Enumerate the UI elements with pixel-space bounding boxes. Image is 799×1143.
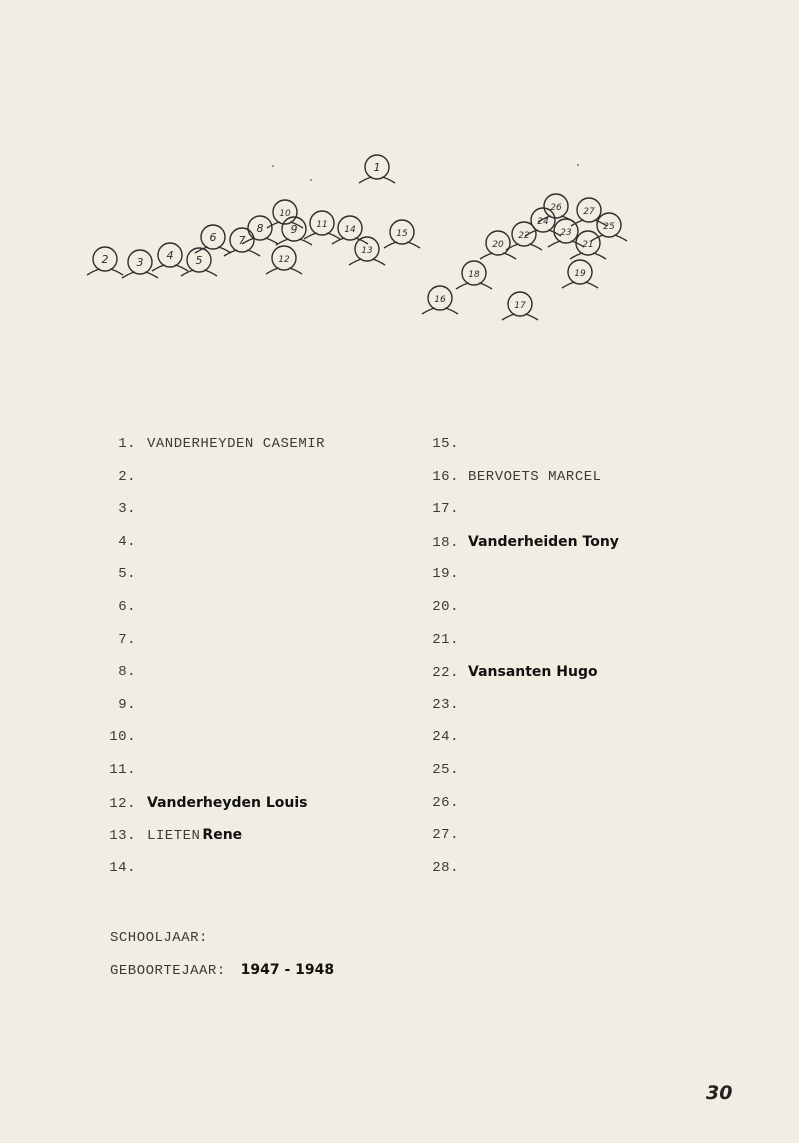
person-shoulders bbox=[480, 253, 516, 259]
entry-number: 6. bbox=[118, 599, 136, 615]
entry-number: 2. bbox=[118, 468, 136, 485]
person-marker-label: 19 bbox=[574, 269, 586, 279]
name-entry bbox=[419, 857, 760, 879]
person-shoulders bbox=[152, 265, 188, 271]
entry-number: 22. bbox=[432, 665, 459, 682]
entry-name bbox=[147, 828, 242, 844]
person-shoulders bbox=[242, 238, 278, 244]
person-marker-label: 5 bbox=[195, 254, 203, 267]
entry-typed-name: LIETEN bbox=[147, 828, 201, 845]
person-marker-label: 20 bbox=[492, 240, 504, 250]
person-marker-11 bbox=[304, 211, 340, 239]
person-marker-label: 8 bbox=[256, 222, 264, 235]
schooljaar-line bbox=[110, 927, 208, 949]
person-marker-1 bbox=[359, 155, 395, 183]
entry-number: 11. bbox=[109, 762, 136, 778]
person-shoulders bbox=[181, 270, 217, 276]
name-entry bbox=[419, 433, 760, 455]
person-marker-label: 21 bbox=[582, 240, 594, 250]
person-marker-label: 27 bbox=[583, 207, 595, 217]
person-shoulders bbox=[562, 282, 598, 288]
entry-number: 3. bbox=[118, 501, 136, 518]
entry-number: 25. bbox=[432, 762, 459, 778]
person-marker-label: 6 bbox=[209, 231, 217, 244]
geboortejaar-label: GEBOORTEJAAR: bbox=[110, 963, 226, 979]
entry-name bbox=[468, 469, 602, 485]
name-entry bbox=[419, 759, 760, 781]
person-marker-12 bbox=[266, 246, 302, 274]
person-marker-label: 3 bbox=[136, 256, 144, 269]
name-entry bbox=[419, 629, 760, 651]
person-marker-label: 23 bbox=[560, 228, 572, 238]
person-marker-9 bbox=[276, 217, 312, 245]
person-shoulders bbox=[122, 272, 158, 278]
person-marker-label: 13 bbox=[361, 246, 373, 256]
entry-number: 28. bbox=[432, 859, 459, 876]
entry-handwritten-name: Vanderheyden Louis bbox=[147, 794, 308, 811]
person-shoulders bbox=[570, 253, 606, 259]
entry-number: 21. bbox=[432, 631, 459, 648]
person-marker-label: 24 bbox=[537, 217, 549, 227]
person-shoulders bbox=[591, 235, 627, 241]
entry-number: 14. bbox=[109, 859, 136, 876]
person-marker-16 bbox=[422, 286, 458, 314]
person-shoulders bbox=[502, 314, 538, 320]
geboortejaar-line bbox=[110, 959, 334, 981]
person-marker-label: 10 bbox=[279, 209, 291, 219]
page-number: 30 bbox=[706, 1082, 733, 1104]
stray-dot bbox=[272, 165, 274, 167]
entry-number: 19. bbox=[432, 566, 459, 583]
person-shoulders bbox=[332, 238, 368, 244]
entry-number: 9. bbox=[118, 696, 136, 713]
person-marker-label: 26 bbox=[550, 203, 562, 213]
entry-number: 7. bbox=[118, 631, 136, 648]
person-marker-21 bbox=[570, 231, 606, 259]
geboortejaar-value: 1947 - 1948 bbox=[240, 962, 335, 978]
entry-name bbox=[147, 796, 308, 812]
person-marker-17 bbox=[502, 292, 538, 320]
entry-number: 8. bbox=[118, 664, 136, 681]
person-shoulders bbox=[456, 283, 492, 289]
person-marker-label: 15 bbox=[396, 229, 408, 239]
entry-handwritten-name: Rene bbox=[202, 827, 243, 844]
name-entry bbox=[419, 531, 760, 553]
entry-number: 1. bbox=[118, 436, 136, 452]
person-marker-label: 14 bbox=[344, 225, 356, 235]
name-entry bbox=[419, 792, 760, 814]
person-marker-20 bbox=[480, 231, 516, 259]
name-entry bbox=[419, 661, 760, 683]
person-marker-label: 25 bbox=[603, 222, 615, 232]
person-marker-label: 1 bbox=[373, 161, 381, 174]
entry-number: 23. bbox=[432, 696, 459, 713]
person-marker-label: 4 bbox=[166, 249, 174, 262]
entry-number: 24. bbox=[432, 729, 459, 746]
person-shoulders bbox=[304, 233, 340, 239]
entry-number: 13. bbox=[109, 828, 136, 845]
person-marker-6 bbox=[195, 225, 231, 253]
person-marker-5 bbox=[181, 248, 217, 276]
person-shoulders bbox=[87, 269, 123, 275]
entry-number: 4. bbox=[118, 533, 136, 550]
person-marker-10 bbox=[267, 200, 303, 228]
name-entry bbox=[419, 466, 760, 488]
person-marker-18 bbox=[456, 261, 492, 289]
person-marker-14 bbox=[332, 216, 368, 244]
person-marker-label: 16 bbox=[434, 295, 446, 305]
person-marker-label: 17 bbox=[514, 301, 526, 311]
entry-number: 15. bbox=[432, 436, 459, 452]
name-entry bbox=[419, 694, 760, 716]
person-marker-label: 18 bbox=[468, 270, 480, 280]
person-marker-3 bbox=[122, 250, 158, 278]
person-marker-label: 12 bbox=[278, 255, 290, 265]
person-marker-25 bbox=[591, 213, 627, 241]
person-marker-label: 7 bbox=[238, 234, 246, 247]
person-marker-4 bbox=[152, 243, 188, 271]
entry-number: 17. bbox=[432, 501, 459, 518]
person-shoulders bbox=[525, 230, 561, 236]
person-marker-label: 11 bbox=[316, 220, 328, 230]
person-shoulders bbox=[359, 177, 395, 183]
person-shoulders bbox=[224, 250, 260, 256]
entry-number: 10. bbox=[109, 729, 136, 746]
entry-typed-name: VANDERHEYDEN CASEMIR bbox=[147, 436, 326, 452]
stray-dot bbox=[577, 164, 579, 166]
stray-dot bbox=[310, 179, 312, 181]
class-photo-diagram bbox=[0, 0, 799, 400]
name-entry bbox=[419, 824, 760, 846]
person-marker-2 bbox=[87, 247, 123, 275]
person-shoulders bbox=[506, 244, 542, 250]
person-marker-19 bbox=[562, 260, 598, 288]
person-shoulders bbox=[384, 242, 420, 248]
entry-number: 20. bbox=[432, 599, 459, 615]
entry-typed-name: BERVOETS MARCEL bbox=[468, 468, 602, 485]
person-marker-15 bbox=[384, 220, 420, 248]
entry-number: 26. bbox=[432, 794, 459, 811]
person-shoulders bbox=[266, 268, 302, 274]
entry-name bbox=[147, 436, 325, 452]
name-entry bbox=[419, 596, 760, 618]
person-marker-27 bbox=[571, 198, 607, 226]
entry-number: 16. bbox=[432, 468, 459, 485]
person-marker-label: 22 bbox=[518, 231, 530, 241]
name-entry bbox=[419, 726, 760, 748]
entry-name bbox=[468, 535, 619, 551]
entry-number: 27. bbox=[432, 827, 459, 844]
person-marker-label: 2 bbox=[101, 253, 109, 266]
schooljaar-label: SCHOOLJAAR: bbox=[110, 930, 208, 946]
person-shoulders bbox=[548, 241, 584, 247]
person-marker-13 bbox=[349, 237, 385, 265]
entry-handwritten-name: Vansanten Hugo bbox=[468, 664, 598, 681]
entry-number: 12. bbox=[109, 795, 136, 812]
person-marker-23 bbox=[548, 219, 584, 247]
entry-handwritten-name: Vanderheiden Tony bbox=[468, 533, 619, 550]
person-marker-label: 9 bbox=[290, 223, 298, 236]
entry-number: 18. bbox=[432, 534, 459, 551]
name-entry bbox=[419, 563, 760, 585]
person-shoulders bbox=[422, 308, 458, 314]
person-shoulders bbox=[349, 259, 385, 265]
person-shoulders bbox=[276, 239, 312, 245]
entry-number: 5. bbox=[118, 566, 136, 583]
name-entry bbox=[419, 498, 760, 520]
entry-name bbox=[468, 665, 598, 681]
